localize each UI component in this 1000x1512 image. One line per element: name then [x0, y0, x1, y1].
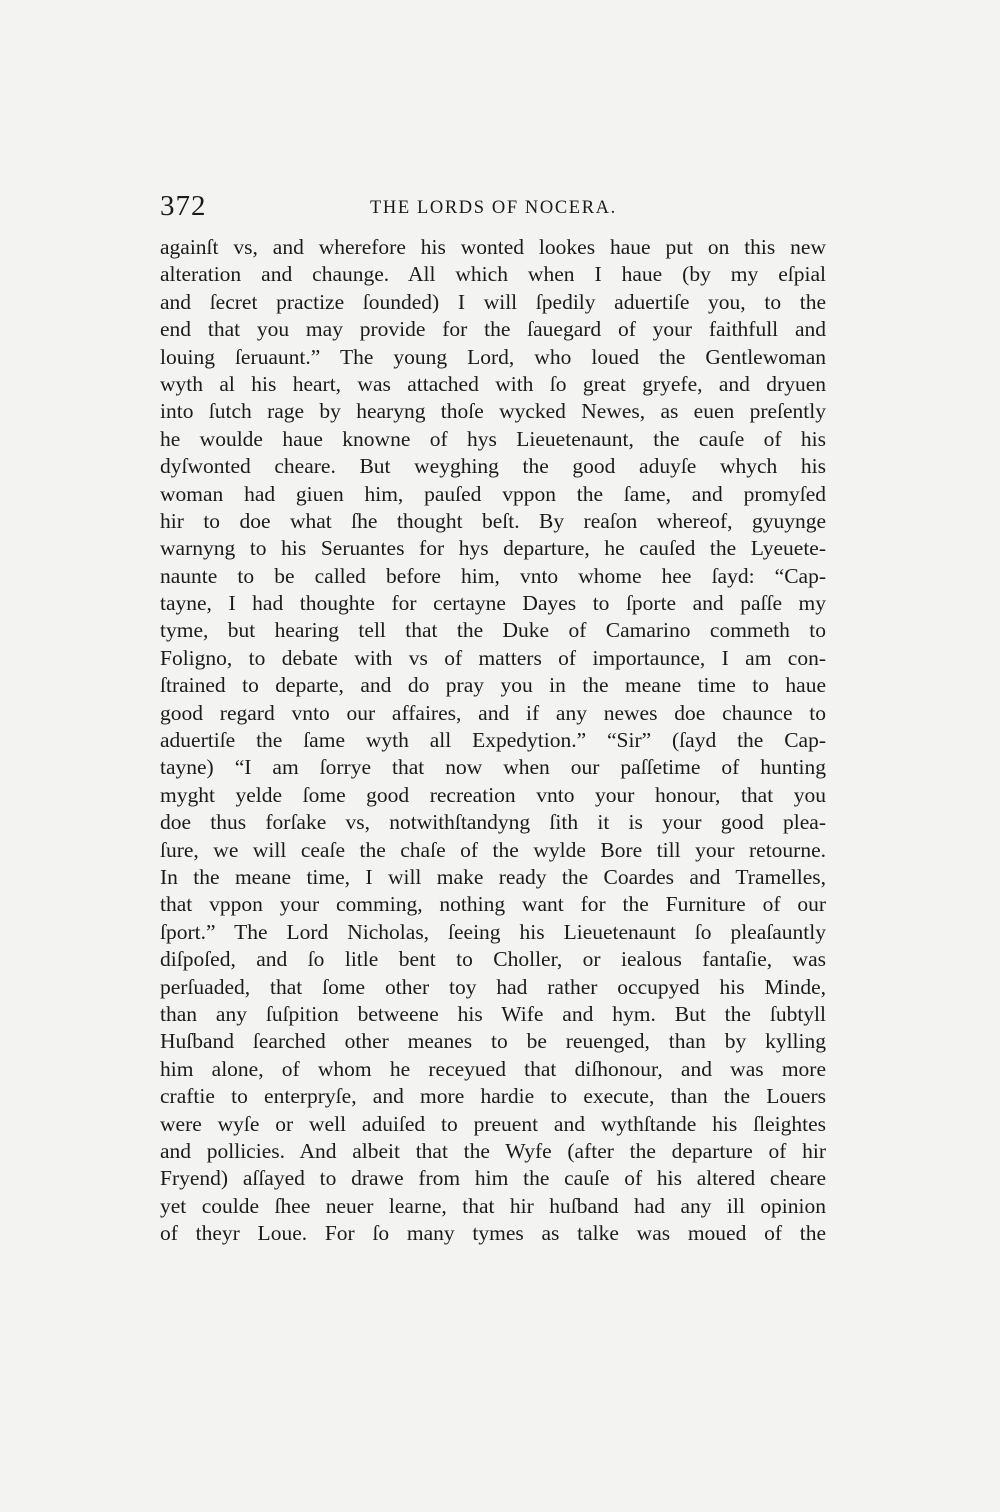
text-line: ſure, we will ceaſe the chaſe of the wylde Bore till your retourne.	[160, 837, 826, 862]
text-line: of theyr Loue. For ſo many tymes as talke was moued of the	[160, 1221, 826, 1246]
text-line: and pollicies. And albeit that the Wyfe (after the departure of hir	[160, 1138, 826, 1163]
text-line: hir to doe what ſhe thought beſt. By reaſon whereof, gyuynge	[160, 508, 826, 533]
text-line: than any ſuſpition betweene his Wife and hym. But the ſubtyll	[160, 1001, 826, 1026]
text-line: Fryend) aſſayed to drawe from him the cauſe of his altered cheare	[160, 1166, 826, 1191]
text-line: louing ſeruaunt.” The young Lord, who loued the Gentlewoman	[160, 344, 826, 369]
text-line: Foligno, to debate with vs of matters of importaunce, I am con-	[160, 645, 826, 670]
text-line: were wyſe or well aduiſed to preuent and wythſtande his ſleightes	[160, 1111, 826, 1136]
body-text	[160, 234, 826, 1247]
text-line: ſtrained to departe, and do pray you in the meane time to haue	[160, 673, 826, 698]
text-line: perſuaded, that ſome other toy had rather occupyed his Minde,	[160, 974, 826, 999]
text-line: tyme, but hearing tell that the Duke of Camarino commeth to	[160, 618, 826, 643]
text-line: In the meane time, I will make ready the Coardes and Tramelles,	[160, 864, 826, 889]
text-line: yet coulde ſhee neuer learne, that hir huſband had any ill opinion	[160, 1193, 826, 1218]
text-line: alteration and chaunge. All which when I haue (by my eſpial	[160, 262, 826, 287]
text-line: diſpoſed, and ſo litle bent to Choller, or iealous fantaſie, was	[160, 947, 826, 972]
text-line: doe thus forſake vs, notwithſtandyng ſith it is your good plea-	[160, 810, 826, 835]
text-line: him alone, of whom he receyued that diſhonour, and was more	[160, 1056, 826, 1081]
text-line: dyſwonted cheare. But weyghing the good aduyſe whych his	[160, 454, 826, 479]
text-line: myght yelde ſome good recreation vnto your honour, that you	[160, 782, 826, 807]
text-line: that vppon your comming, nothing want for the Furniture of our	[160, 892, 826, 917]
text-line: good regard vnto our affaires, and if any newes doe chaunce to	[160, 700, 826, 725]
text-line: he woulde haue knowne of hys Lieuetenaunt, the cauſe of his	[160, 426, 826, 451]
text-line: and ſecret practize ſounded) I will ſpedily aduertiſe you, to the	[160, 289, 826, 314]
text-line: warnyng to his Seruantes for hys departure, he cauſed the Lyeuete-	[160, 536, 826, 561]
text-line: end that you may provide for the ſauegard of your faithfull and	[160, 317, 826, 342]
text-line: into ſutch rage by hearyng thoſe wycked Newes, as euen preſently	[160, 399, 826, 424]
text-line: ſport.” The Lord Nicholas, ſeeing his Lieuetenaunt ſo pleaſauntly	[160, 919, 826, 944]
text-line: againſt vs, and wherefore his wonted lookes haue put on this new	[160, 235, 826, 259]
text-line: Huſband ſearched other meanes to be reuenged, than by kylling	[160, 1029, 826, 1054]
text-line: woman had giuen him, pauſed vppon the ſame, and promyſed	[160, 481, 826, 506]
running-head	[0, 186, 1000, 226]
text-line: naunte to be called before him, vnto whome hee ſayd: “Cap-	[160, 563, 826, 588]
text-line: aduertiſe the ſame wyth all Expedytion.” “Sir” (ſayd the Cap-	[160, 728, 826, 753]
running-title: THE LORDS OF NOCERA.	[370, 198, 617, 218]
text-line: wyth al his heart, was attached with ſo great gryefe, and dryuen	[160, 371, 826, 396]
text-line: tayne, I had thoughte for certayne Dayes to ſporte and paſſe my	[160, 591, 826, 616]
page-number: 372	[160, 190, 207, 222]
text-line: craftie to enterpryſe, and more hardie to execute, than the Louers	[160, 1084, 826, 1109]
text-line: tayne) “I am ſorrye that now when our paſſetime of hunting	[160, 755, 826, 780]
